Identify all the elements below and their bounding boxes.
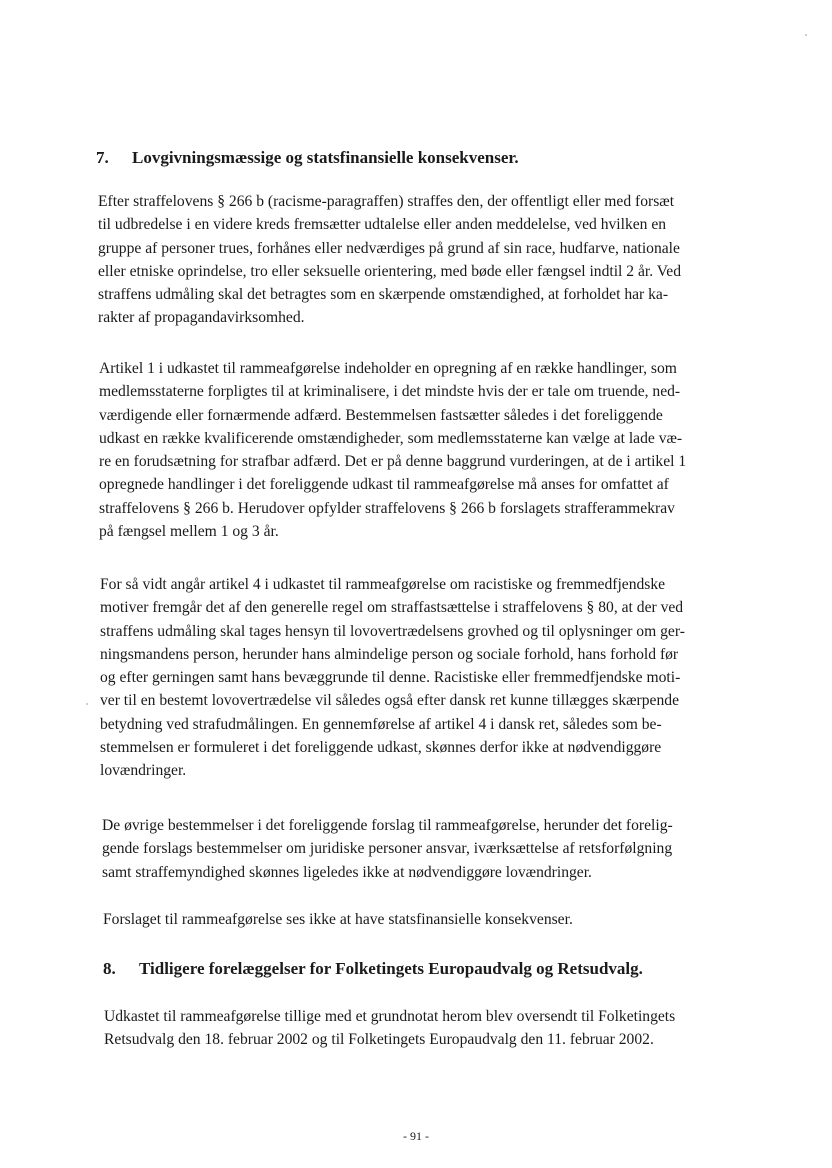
paragraph-line: værdigende eller fornærmende adfærd. Bestemmelsen fastsætter således i det foreliggende <box>99 406 663 424</box>
paragraph-line: medlemsstaterne forpligtes til at kriminalisere, i det mindste hvis der er tale om truende, ned- <box>99 383 681 401</box>
section-number: 7. <box>96 148 109 167</box>
paragraph-line: på fængsel mellem 1 og 3 år. <box>99 523 279 541</box>
paragraph-line: gruppe af personer trues, forhånes eller nedværdiges på grund af sin race, hudfarve, nationale <box>98 239 680 257</box>
page-number: - 91 - <box>403 1129 429 1143</box>
paragraph-line: straffens udmåling skal det betragtes som en skærpende omstændighed, at forholdet har ka- <box>98 286 669 304</box>
paragraph-line: rakter af propagandavirksomhed. <box>98 309 305 327</box>
paragraph-line: For så vidt angår artikel 4 i udkastet til rammeafgørelse om racistiske og fremmedfjendske <box>100 576 666 593</box>
paragraph-line: gende forslags bestemmelser om juridiske personer ansvar, iværksættelse af retsforfølgning <box>102 840 673 858</box>
paragraph-line: stemmelsen er formuleret i det foreliggende udkast, skønnes derfor ikke at nødvendiggøre <box>100 739 662 757</box>
paragraph-line: og efter gerningen samt hans bevæggrunde til denne. Racistiske eller fremmedfjendske moti- <box>100 669 681 687</box>
paragraph-line: Efter straffelovens § 266 b (racisme-paragraffen) straffes den, der offentligt eller med forsæt <box>98 193 675 210</box>
paragraph <box>102 814 673 884</box>
paragraph-line: udkast en række kvalificerende omstændigheder, som medlemsstaterne kan vælge at lade væ- <box>99 429 683 447</box>
paragraph-line: motiver fremgår det af den generelle regel om straffastsættelse i straffelovens § 80, at der ved <box>100 599 684 617</box>
paragraph-line: ningsmandens person, herunder hans almindelige person og sociale forhold, hans forhold før <box>100 645 679 663</box>
paragraph-line: re en forudsætning for strafbar adfærd. Det er på denne baggrund vurderingen, at de i artikel 1 <box>99 453 687 471</box>
paragraph-line: Udkastet til rammeafgørelse tillige med et grundnotat herom blev oversendt til Folketingets <box>104 1008 676 1025</box>
paragraph-line: Artikel 1 i udkastet til rammeafgørelse indeholder en opregning af en række handlinger, som <box>99 360 677 377</box>
paragraph-line: De øvrige bestemmelser i det foreliggende forslag til rammeafgørelse, herunder det forelig- <box>102 817 673 834</box>
paragraph-line: Retsudvalg den 18. februar 2002 og til Folketingets Europaudvalg den 11. februar 2002. <box>104 1031 654 1049</box>
paragraph <box>98 190 681 330</box>
paragraph <box>100 573 685 783</box>
paragraph-line: til udbredelse i en videre kreds fremsætter udtalelse eller anden meddelelse, ved hvilken en <box>98 216 667 234</box>
paragraph <box>104 1005 675 1052</box>
section-title: Tidligere forelæggelser for Folketingets Europaudvalg og Retsudvalg. <box>139 959 643 978</box>
section-title: Lovgivningsmæssige og statsfinansielle konsekvenser. <box>132 148 519 167</box>
paragraph-line: lovændringer. <box>100 762 187 780</box>
paragraph-line: Forslaget til rammeafgørelse ses ikke at have statsfinansielle konsekvenser. <box>103 911 573 928</box>
paragraph-line: betydning ved strafudmålingen. En gennemførelse af artikel 4 i dansk ret, således som be- <box>100 715 662 733</box>
paragraph-line: opregnede handlinger i det foreliggende udkast til rammeafgørelse må anses for omfattet af <box>99 476 669 494</box>
paragraph <box>99 357 686 543</box>
scan-speck <box>805 34 807 36</box>
scan-speck <box>86 703 88 705</box>
paragraph-line: straffelovens § 266 b. Herudover opfylder straffelovens § 266 b forslagets strafferammekrav <box>99 499 675 517</box>
section-heading-7 <box>96 147 519 169</box>
section-number: 8. <box>103 959 116 978</box>
section-heading-8 <box>103 958 643 980</box>
paragraph <box>103 908 573 931</box>
paragraph-line: eller etniske oprindelse, tro eller seksuelle orientering, med bøde eller fængsel indtil 2 år. Ved <box>98 262 682 280</box>
paragraph-line: ver til en bestemt lovovertrædelse vil således også efter dansk ret kunne tillægges skærpende <box>100 692 679 710</box>
paragraph-line: samt straffemyndighed skønnes ligeledes ikke at nødvendiggøre lovændringer. <box>102 863 592 881</box>
paragraph-line: straffens udmåling skal tages hensyn til lovovertrædelsens grovhed og til oplysninger om ger- <box>100 622 685 640</box>
